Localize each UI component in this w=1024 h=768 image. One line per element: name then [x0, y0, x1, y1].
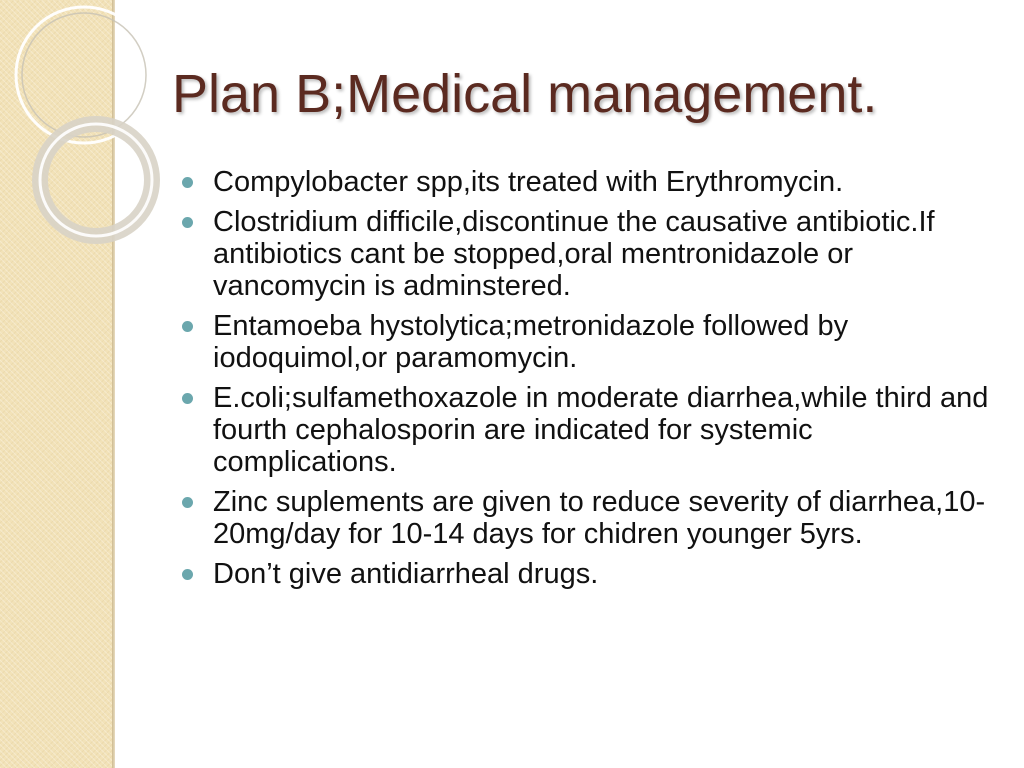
bullet-dot-icon: [182, 497, 193, 508]
bullet-item: [180, 382, 1000, 478]
slide-title: Plan B;Medical management.: [172, 64, 878, 124]
bullet-dot-icon: [182, 177, 193, 188]
bullet-text: Don’t give antidiarrheal drugs.: [213, 558, 599, 590]
bullet-text: Zinc suplements are given to reduce severity of diarrhea,10-20mg/day for 10-14 days for chidren younger 5yrs.: [213, 486, 986, 550]
bullet-item: [180, 486, 1000, 550]
bullet-dot-icon: [182, 217, 193, 228]
circle-ring-decoration: [0, 0, 170, 260]
bullet-list: [180, 166, 1000, 598]
bullet-text: Compylobacter spp,its treated with Erythromycin.: [213, 166, 844, 198]
bullet-dot-icon: [182, 321, 193, 332]
bullet-text: E.coli;sulfamethoxazole in moderate diarrhea,while third and fourth cephalosporin are indicated for systemic complications.: [213, 382, 989, 478]
bullet-item: [180, 206, 1000, 302]
bullet-text: Entamoeba hystolytica;metronidazole followed by iodoquimol,or paramomycin.: [213, 310, 849, 374]
bullet-item: [180, 166, 1000, 198]
bullet-dot-icon: [182, 569, 193, 580]
bullet-text: Clostridium difficile,discontinue the causative antibiotic.If antibiotics cant be stopped,oral mentronidazole or vancomycin is adminstered.: [213, 206, 935, 302]
bullet-item: [180, 310, 1000, 374]
bullet-dot-icon: [182, 393, 193, 404]
bullet-item: [180, 558, 1000, 590]
